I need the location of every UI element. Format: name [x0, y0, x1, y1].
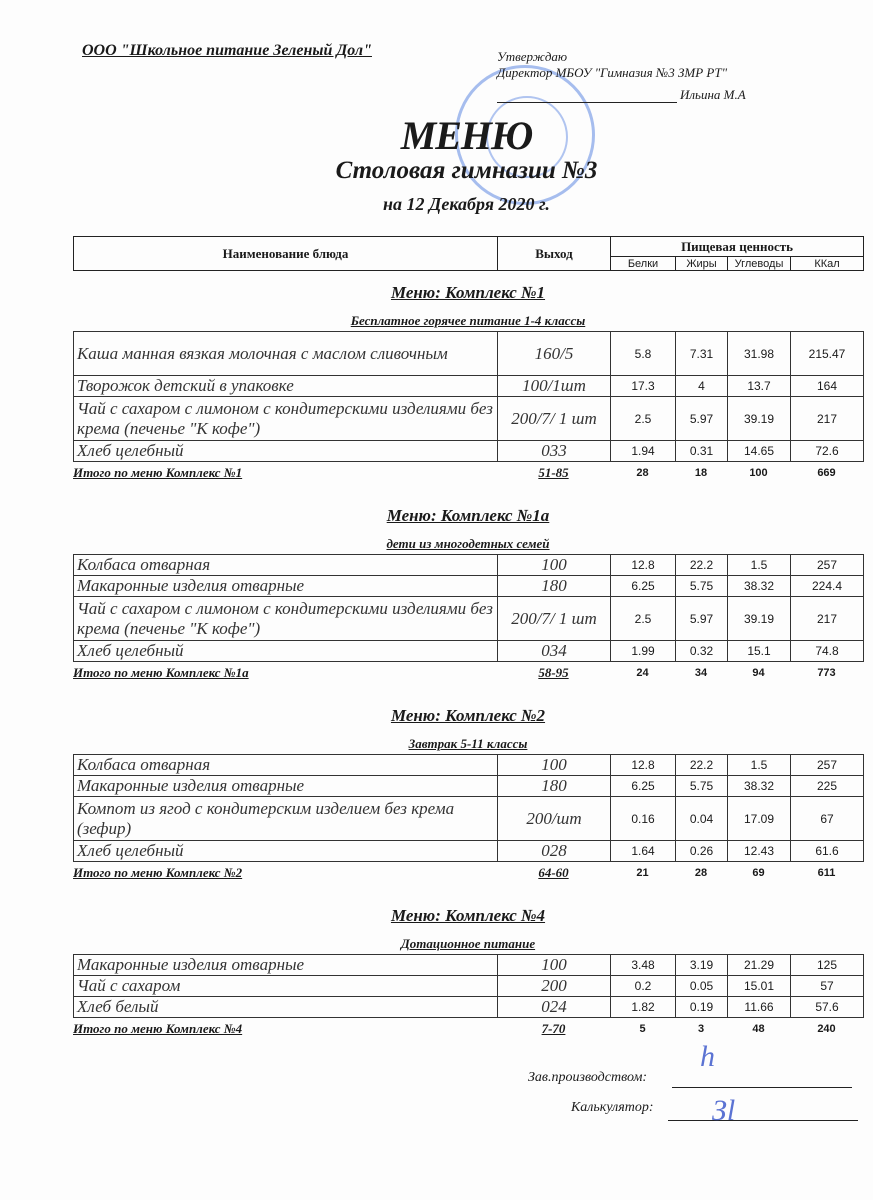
table-row: [74, 376, 864, 397]
table-row: [74, 997, 864, 1018]
dish-fat: 0.32: [676, 641, 728, 662]
header-nutrition: Пищевая ценность: [611, 237, 864, 257]
dish-kcal: 61.6: [791, 841, 864, 862]
dish-fat: 22.2: [676, 755, 728, 776]
total-price: 64-60: [538, 865, 569, 880]
dish-kcal: 225: [791, 776, 864, 797]
director-title: Директор МБОУ "Гимназия №3 ЗМР РТ": [497, 65, 728, 80]
dish-output: 180: [498, 576, 611, 597]
section-subtitle: Дотационное питание: [400, 936, 536, 951]
total-protein: 28: [636, 467, 649, 479]
dish-fat: 7.31: [676, 332, 728, 376]
section-total: [73, 462, 863, 484]
total-price: 7-70: [541, 1021, 566, 1036]
total-carbs: 48: [752, 1023, 765, 1035]
total-fat: 3: [697, 1023, 705, 1035]
total-kcal: 611: [817, 867, 836, 879]
header-output: Выход: [498, 237, 611, 271]
total-label: Итого по меню Комплекс №4: [73, 1021, 243, 1036]
menu-table: [73, 754, 864, 862]
section-subtitle: Завтрак 5-11 классы: [408, 736, 528, 751]
dish-output: 100/1шт: [498, 376, 611, 397]
dish-carbs: 38.32: [728, 576, 791, 597]
table-row: [74, 641, 864, 662]
column-header-table: [73, 236, 864, 271]
dish-fat: 5.75: [676, 776, 728, 797]
production-manager-signature: h: [700, 1040, 715, 1073]
total-price: 51-85: [538, 465, 569, 480]
dish-protein: 1.99: [611, 641, 676, 662]
dish-carbs: 14.65: [728, 441, 791, 462]
dish-name: Колбаса отварная: [74, 755, 498, 776]
dish-output: 160/5: [498, 332, 611, 376]
dish-name: Хлеб целебный: [74, 641, 498, 662]
dish-output: 028: [498, 841, 611, 862]
dish-output: 200/7/ 1 шт: [498, 397, 611, 441]
dish-protein: 5.8: [611, 332, 676, 376]
table-row: [74, 976, 864, 997]
dish-carbs: 13.7: [728, 376, 791, 397]
section-total: [73, 1018, 863, 1040]
header-carbs: Углеводы: [728, 257, 791, 271]
table-row: [74, 841, 864, 862]
dish-kcal: 257: [791, 755, 864, 776]
total-protein: 24: [636, 667, 649, 679]
menu-table: [73, 331, 864, 462]
header-kcal: ККал: [791, 257, 864, 271]
dish-carbs: 39.19: [728, 597, 791, 641]
dish-protein: 6.25: [611, 776, 676, 797]
dish-carbs: 39.19: [728, 397, 791, 441]
dish-name: Каша манная вязкая молочная с маслом сливочным: [74, 332, 498, 376]
dish-kcal: 74.8: [791, 641, 864, 662]
dish-fat: 0.04: [676, 797, 728, 841]
dish-name: Макаронные изделия отварные: [74, 955, 498, 976]
dish-fat: 0.19: [676, 997, 728, 1018]
dish-carbs: 38.32: [728, 776, 791, 797]
dish-output: 180: [498, 776, 611, 797]
dish-carbs: 11.66: [728, 997, 791, 1018]
table-row: [74, 441, 864, 462]
table-row: [74, 755, 864, 776]
calculator-signature-line: [668, 1120, 858, 1121]
table-row: [74, 797, 864, 841]
dish-fat: 22.2: [676, 555, 728, 576]
total-kcal: 669: [817, 467, 836, 479]
calculator-signature: Зl: [712, 1094, 736, 1127]
organization-name: ООО "Школьное питание Зеленый Дол": [82, 42, 372, 59]
dish-name: Макаронные изделия отварные: [74, 576, 498, 597]
dish-output: 200/шт: [498, 797, 611, 841]
page-title: МЕНЮ: [400, 113, 533, 158]
total-price: 58-95: [538, 665, 569, 680]
table-row: [74, 555, 864, 576]
header-dish-name: Наименование блюда: [74, 237, 498, 271]
dish-kcal: 67: [791, 797, 864, 841]
section-title: Меню: Комплекс №1а: [386, 506, 550, 525]
calculator-label: Калькулятор:: [571, 1100, 654, 1115]
dish-fat: 0.05: [676, 976, 728, 997]
total-fat: 28: [694, 867, 708, 879]
dish-protein: 2.5: [611, 597, 676, 641]
header-fat: Жиры: [676, 257, 728, 271]
dish-name: Компот из ягод с кондитерским изделием без крема (зефир): [74, 797, 498, 841]
dish-carbs: 12.43: [728, 841, 791, 862]
menu-table: [73, 554, 864, 662]
dish-fat: 0.31: [676, 441, 728, 462]
dish-protein: 0.16: [611, 797, 676, 841]
dish-name: Хлеб целебный: [74, 441, 498, 462]
dish-protein: 1.64: [611, 841, 676, 862]
dish-fat: 0.26: [676, 841, 728, 862]
dish-protein: 0.2: [611, 976, 676, 997]
total-carbs: 94: [752, 667, 765, 679]
dish-name: Чай с сахаром с лимоном с кондитерскими изделиями без крема (печенье "К кофе"): [74, 597, 498, 641]
director-name: Ильина М.А: [680, 87, 746, 102]
dish-kcal: 224.4: [791, 576, 864, 597]
total-fat: 18: [694, 467, 708, 479]
dish-protein: 3.48: [611, 955, 676, 976]
total-label: Итого по меню Комплекс №1а: [73, 665, 249, 680]
dish-kcal: 57: [791, 976, 864, 997]
dish-name: Чай с сахаром с лимоном с кондитерскими изделиями без крема (печенье "К кофе"): [74, 397, 498, 441]
dish-carbs: 21.29: [728, 955, 791, 976]
dish-kcal: 57.6: [791, 997, 864, 1018]
dish-name: Хлеб целебный: [74, 841, 498, 862]
dish-carbs: 1.5: [728, 555, 791, 576]
dish-output: 200: [498, 976, 611, 997]
dish-fat: 4: [676, 376, 728, 397]
production-manager-label: Зав.производством:: [528, 1070, 648, 1085]
header-protein: Белки: [611, 257, 676, 271]
table-row: [74, 597, 864, 641]
dish-protein: 2.5: [611, 397, 676, 441]
dish-protein: 12.8: [611, 755, 676, 776]
section-title: Меню: Комплекс №1: [390, 283, 546, 302]
dish-carbs: 17.09: [728, 797, 791, 841]
dish-output: 200/7/ 1 шт: [498, 597, 611, 641]
dish-carbs: 15.1: [728, 641, 791, 662]
total-label: Итого по меню Комплекс №2: [73, 865, 243, 880]
dish-protein: 12.8: [611, 555, 676, 576]
dish-protein: 17.3: [611, 376, 676, 397]
dish-output: 100: [498, 955, 611, 976]
table-row: [74, 397, 864, 441]
dish-name: Колбаса отварная: [74, 555, 498, 576]
production-manager-signature-line: [672, 1087, 852, 1088]
section-title: Меню: Комплекс №2: [390, 706, 546, 725]
dish-name: Творожок детский в упаковке: [74, 376, 498, 397]
total-kcal: 240: [817, 1023, 836, 1035]
dish-output: 024: [498, 997, 611, 1018]
section-subtitle: дети из многодетных семей: [386, 536, 550, 551]
table-row: [74, 955, 864, 976]
dish-kcal: 215.47: [791, 332, 864, 376]
menu-table: [73, 954, 864, 1018]
section-title: Меню: Комплекс №4: [390, 906, 546, 925]
dish-name: Макаронные изделия отварные: [74, 776, 498, 797]
dish-carbs: 31.98: [728, 332, 791, 376]
director-signature-line: [497, 86, 677, 103]
dish-output: 100: [498, 555, 611, 576]
total-label: Итого по меню Комплекс №1: [73, 465, 243, 480]
dish-kcal: 72.6: [791, 441, 864, 462]
dish-name: Чай с сахаром: [74, 976, 498, 997]
dish-carbs: 15.01: [728, 976, 791, 997]
table-row: [74, 332, 864, 376]
section-subtitle: Бесплатное горячее питание 1-4 классы: [350, 313, 586, 328]
table-row: [74, 776, 864, 797]
dish-kcal: 164: [791, 376, 864, 397]
dish-fat: 5.97: [676, 397, 728, 441]
menu-section: [73, 905, 863, 1040]
dish-output: 100: [498, 755, 611, 776]
dish-output: 033: [498, 441, 611, 462]
section-total: [73, 862, 863, 884]
total-carbs: 69: [752, 867, 765, 879]
dish-protein: 1.82: [611, 997, 676, 1018]
menu-date: на 12 Декабря 2020 г.: [383, 194, 550, 214]
total-protein: 21: [636, 867, 649, 879]
total-fat: 34: [694, 667, 708, 679]
page-subtitle: Столовая гимназии №3: [335, 157, 598, 184]
total-carbs: 100: [749, 467, 768, 479]
menu-section: [73, 282, 863, 484]
dish-kcal: 125: [791, 955, 864, 976]
dish-name: Хлеб белый: [74, 997, 498, 1018]
total-protein: 5: [639, 1023, 646, 1035]
approval-label: Утверждаю: [497, 49, 568, 64]
dish-fat: 5.75: [676, 576, 728, 597]
dish-carbs: 1.5: [728, 755, 791, 776]
menu-section: [73, 705, 863, 884]
table-row: [74, 576, 864, 597]
menu-section: [73, 505, 863, 684]
dish-kcal: 217: [791, 397, 864, 441]
dish-kcal: 257: [791, 555, 864, 576]
dish-protein: 6.25: [611, 576, 676, 597]
dish-protein: 1.94: [611, 441, 676, 462]
section-total: [73, 662, 863, 684]
dish-fat: 3.19: [676, 955, 728, 976]
dish-fat: 5.97: [676, 597, 728, 641]
total-kcal: 773: [817, 667, 836, 679]
dish-kcal: 217: [791, 597, 864, 641]
dish-output: 034: [498, 641, 611, 662]
